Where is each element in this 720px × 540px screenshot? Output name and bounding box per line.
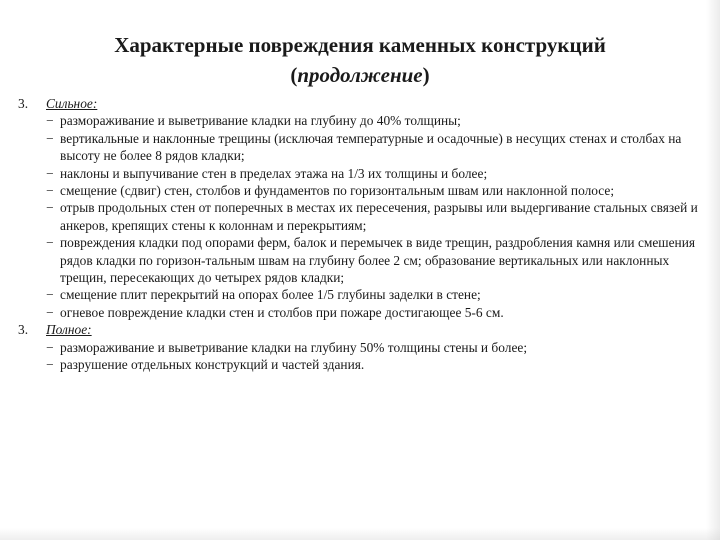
title-line-1: Характерные повреждения каменных конструкций [114, 33, 606, 57]
list-item [18, 339, 708, 356]
dash-bullet: − [46, 130, 54, 146]
list-item-text: отрыв продольных стен от поперечных в местах их пересечения, разрывы или выдергивание стальных связей и анкеров, крепящих стены к колоннам и перекрытиям; [60, 200, 698, 233]
list-item [18, 165, 708, 182]
dash-bullet: − [46, 183, 54, 199]
section-heading [18, 321, 708, 338]
list-item-text: смещение (сдвиг) стен, столбов и фундаментов по горизонтальным швам или наклонной полосе; [60, 183, 615, 199]
list-item-text: повреждения кладки под опорами ферм, балок и перемычек в виде трещин, раздробления камня или смешения рядов кладки по горизон-тальным швам на глубину более 2 см; образование вертикальных или наклонных трещин, пересекающих до четырех рядов кладки; [60, 235, 696, 286]
dash-bullet: − [46, 200, 54, 216]
section-strong [18, 95, 708, 321]
dash-bullet: − [46, 165, 54, 181]
dash-bullet: − [46, 287, 54, 303]
list-item [18, 286, 708, 303]
section-label: Полное: [46, 322, 92, 338]
dash-bullet: − [46, 339, 54, 355]
list-item-text: размораживание и выветривание кладки на глубину 50% толщины стены и более; [60, 339, 528, 355]
list-item-text: разрушение отдельных конструкций и частей здания. [60, 357, 365, 373]
slide-title [40, 30, 680, 90]
frame-shadow-right [706, 0, 720, 540]
list-item-text: вертикальные и наклонные трещины (исключая температурные и осадочные) в несущих стенах и столбах на высоту не более 8 рядов кладки; [60, 130, 682, 164]
list-item [18, 199, 708, 234]
section-items [18, 339, 708, 374]
dash-bullet: − [46, 357, 54, 373]
list-item-text: огневое повреждение кладки стен и столбов при пожаре достигающее 5-6 см. [60, 304, 504, 320]
dash-bullet: − [46, 113, 54, 129]
frame-shadow-bottom [0, 528, 720, 540]
section-number: 3. [18, 322, 29, 338]
title-paren-close: ) [422, 63, 430, 87]
content-body [18, 95, 708, 374]
title-paren-open: ( [290, 63, 298, 87]
list-item [18, 356, 708, 373]
section-full [18, 321, 708, 373]
list-item-text: смещение плит перекрытий на опорах более 1/5 глубины заделки в стене; [60, 287, 481, 303]
dash-bullet: − [46, 235, 54, 251]
title-line-2 [40, 60, 680, 90]
list-item [18, 112, 708, 129]
list-item [18, 130, 708, 165]
section-number: 3. [18, 96, 29, 111]
section-label: Сильное: [46, 96, 98, 111]
section-heading [18, 95, 708, 112]
list-item-text: размораживание и выветривание кладки на глубину до 40% толщины; [60, 113, 461, 129]
list-item [18, 304, 708, 321]
list-item-text: наклоны и выпучивание стен в пределах этажа на 1/3 их толщины и более; [60, 165, 488, 181]
list-item [18, 182, 708, 199]
list-item [18, 234, 708, 286]
title-italic-word: продолжение [297, 63, 423, 87]
section-items [18, 112, 708, 321]
dash-bullet: − [46, 304, 54, 320]
